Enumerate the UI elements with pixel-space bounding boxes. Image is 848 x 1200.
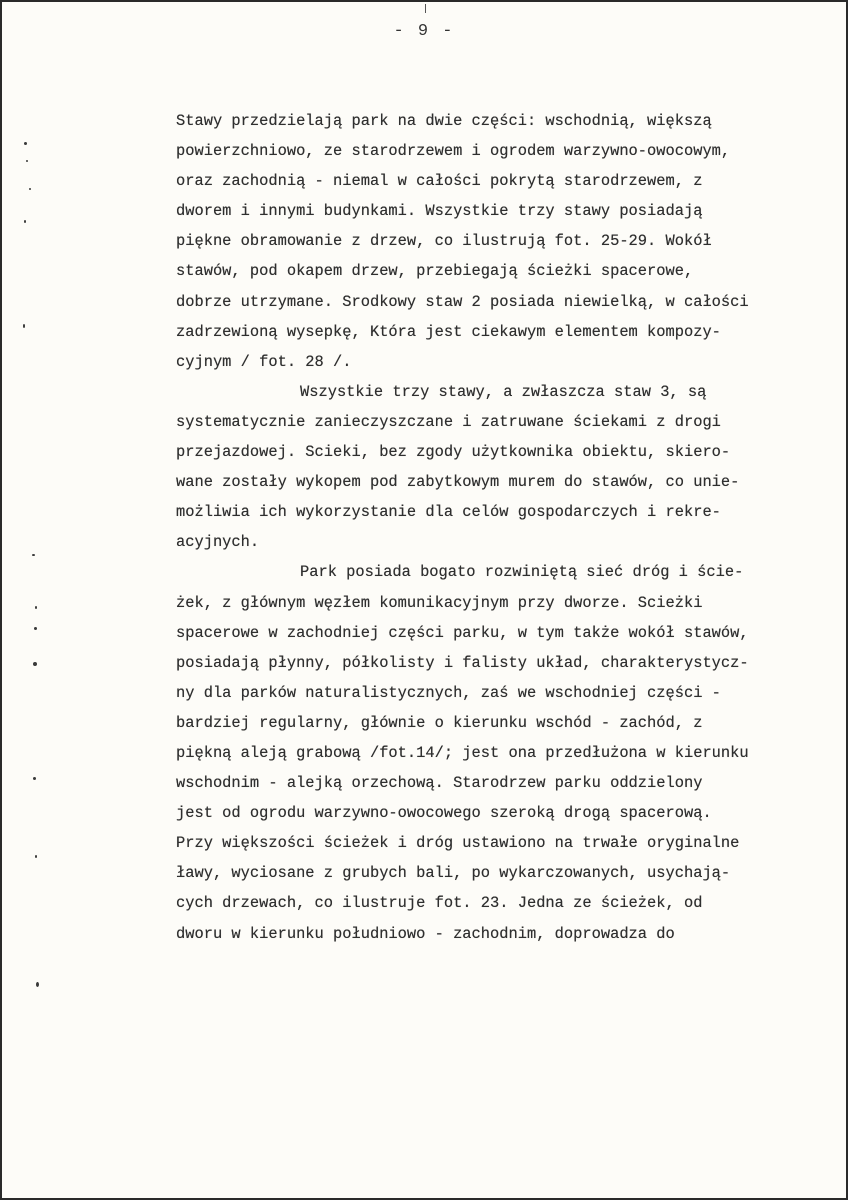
margin-speck [23, 324, 25, 328]
scan-artifact-mark [425, 4, 426, 13]
text-line: dobrze utrzymane. Srodkowy staw 2 posiada niewielką, w całości [176, 292, 749, 311]
text-line: posiadają płynny, półkolisty i falisty układ, charakterystycz- [176, 653, 749, 672]
text-line: bardziej regularny, głównie o kierunku wschód - zachód, z [176, 713, 703, 732]
margin-speck [29, 188, 31, 190]
text-line: powierzchniowo, ze starodrzewem i ogrodem warzywno-owocowym, [176, 142, 731, 161]
margin-speck [24, 142, 27, 145]
text-line: dworem i innymi budynkami. Wszystkie trzy stawy posiadają [176, 202, 703, 221]
text-line: piękną aleją grabową /fot.14/; jest ona przedłużona w kierunku [176, 743, 749, 762]
text-line: dworu w kierunku południowo - zachodnim, doprowadza do [176, 924, 675, 943]
text-line: żek, z głównym węzłem komunikacyjnym przy dworze. Scieżki [176, 593, 703, 612]
margin-speck [35, 606, 37, 609]
text-line: jest od ogrodu warzywno-owocowego szeroką drogą spacerową. [176, 804, 712, 823]
text-line: wschodnim - alejką orzechową. Starodrzew parku oddzielony [176, 774, 703, 793]
text-line: piękne obramowanie z drzew, co ilustrują fot. 25-29. Wokół [176, 232, 712, 251]
text-line: oraz zachodnią - niemal w całości pokrytą starodrzewem, z [176, 172, 703, 191]
text-line: stawów, pod okapem drzew, przebiegają ścieżki spacerowe, [176, 262, 694, 281]
text-line: Park posiada bogato rozwiniętą sieć dróg i ście- [300, 563, 744, 582]
page-number: - 9 - [393, 22, 455, 41]
text-line: cyjnym / fot. 28 /. [176, 352, 352, 371]
text-line: wane zostały wykopem pod zabytkowym murem do stawów, co unie- [176, 473, 740, 492]
text-line: Przy większości ścieżek i dróg ustawiono na trwałe oryginalne [176, 834, 740, 853]
margin-speck [33, 777, 36, 780]
margin-speck [35, 855, 37, 858]
margin-speck [36, 982, 39, 987]
text-line: acyjnych. [176, 533, 260, 552]
text-line: Stawy przedzielają park na dwie części: wschodnią, większą [176, 112, 712, 130]
text-line: przejazdowej. Scieki, bez zgody użytkownika obiektu, skiero- [176, 443, 731, 462]
text-line: spacerowe w zachodniej części parku, w tym także wokół stawów, [176, 623, 749, 642]
text-line: możliwia ich wykorzystanie dla celów gospodarczych i rekre- [176, 503, 721, 522]
body-text [176, 106, 826, 949]
margin-speck [32, 554, 35, 556]
text-line: cych drzewach, co ilustruje fot. 23. Jedna ze ścieżek, od [176, 894, 703, 913]
text-line: Wszystkie trzy stawy, a zwłaszcza staw 3, są [300, 382, 707, 401]
margin-speck [24, 220, 26, 223]
margin-speck [34, 627, 37, 630]
text-line: ny dla parków naturalistycznych, zaś we wschodniej części - [176, 683, 721, 702]
text-line: ławy, wyciosane z grubych bali, po wykarczowanych, usychają- [176, 864, 731, 883]
margin-speck [33, 662, 37, 666]
text-line: systematycznie zanieczyszczane i zatruwane ściekami z drogi [176, 412, 721, 431]
margin-speck [26, 160, 28, 162]
text-line: zadrzewioną wysepkę, Która jest ciekawym elementem kompozy- [176, 322, 721, 341]
